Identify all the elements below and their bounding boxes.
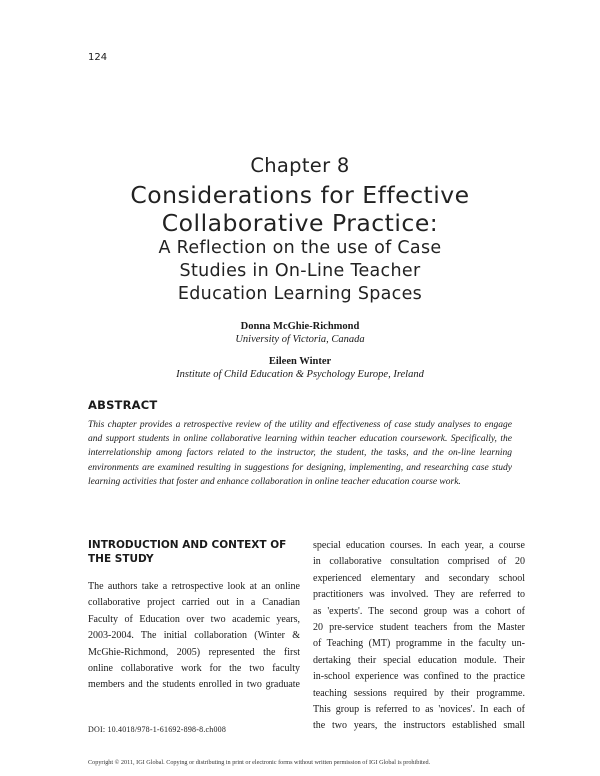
text-line: online collaborative work for the two faculty xyxy=(88,663,300,675)
text-line: members and the students enrolled in two graduate xyxy=(88,679,300,691)
abstract-text: This chapter provides a retrospective review of the utility and effectiveness of case study analyses to engage and support students in online collaborative learning within teacher education coursework. Specifically, the interrelationship among factors related to the instructor, the student, the tasks, and the on-line learning environments are examined resulting in suggestions for designing, implementing, and researching case study learning activities that foster and enhance collaboration in online teacher education course work. xyxy=(88,420,512,487)
text-line: dertaking their special education module. Their xyxy=(313,654,525,666)
author-affiliation: Institute of Child Education & Psychology Europe, Ireland xyxy=(176,369,424,380)
text-line: 2003-2004. The initial collaboration (Winter & xyxy=(88,630,300,642)
text-line: the two years, the instructors established small xyxy=(313,720,525,732)
author-name: Eileen Winter xyxy=(268,356,332,367)
author-name: Donna McGhie-Richmond xyxy=(240,321,360,332)
author-affiliation: University of Victoria, Canada xyxy=(235,334,365,345)
abstract-heading: ABSTRACT xyxy=(88,398,158,412)
text-line: teaching sessions required by their programme. xyxy=(313,687,525,699)
text-line: of Teaching (MT) programme in the faculty un- xyxy=(313,638,525,650)
text-line: special education courses. In each year, a course xyxy=(313,540,525,551)
subtitle-line: A Reflection on the use of Case xyxy=(158,238,442,258)
page-number: 124 xyxy=(88,52,108,63)
text-line: Faculty of Education over two academic years, xyxy=(88,613,300,625)
text-line: in-school experience was confined to the practice xyxy=(313,671,525,683)
subtitle-line: Education Learning Spaces xyxy=(177,284,423,304)
text-line: This group is referred to as 'novices'. In each of xyxy=(313,704,525,716)
text-line: McGhie-Richmond, 2005) represented the first xyxy=(88,646,300,658)
text-line: 20 pre-service student teachers from the Master xyxy=(313,622,525,634)
doi: DOI: 10.4018/978-1-61692-898-8.ch008 xyxy=(88,725,227,734)
text-line: in collaborative consultation comprised of 20 xyxy=(313,556,525,568)
left-column-text xyxy=(88,579,300,694)
text-line: practitioners was involved. They are referred to xyxy=(313,589,525,601)
copyright-notice: Copyright © 2011, IGI Global. Copying or distributing in print or electronic forms without written permission of IGI Global is prohibited. xyxy=(88,759,431,766)
text-line: experienced elementary and secondary school xyxy=(313,572,525,584)
text-line: as 'experts'. The second group was a cohort of xyxy=(313,605,525,617)
subtitle-line: Studies in On-Line Teacher xyxy=(179,261,421,281)
text-line: collaborative project carried out in a Canadian xyxy=(88,597,300,609)
title-line: Collaborative Practice: xyxy=(161,209,439,237)
text-line: The authors take a retrospective look at an online xyxy=(88,581,300,592)
right-column-text xyxy=(313,538,525,735)
chapter-label: Chapter 8 xyxy=(250,154,350,177)
section-heading: INTRODUCTION AND CONTEXT OF THE STUDY xyxy=(88,539,287,565)
title-line: Considerations for Effective xyxy=(130,181,470,209)
